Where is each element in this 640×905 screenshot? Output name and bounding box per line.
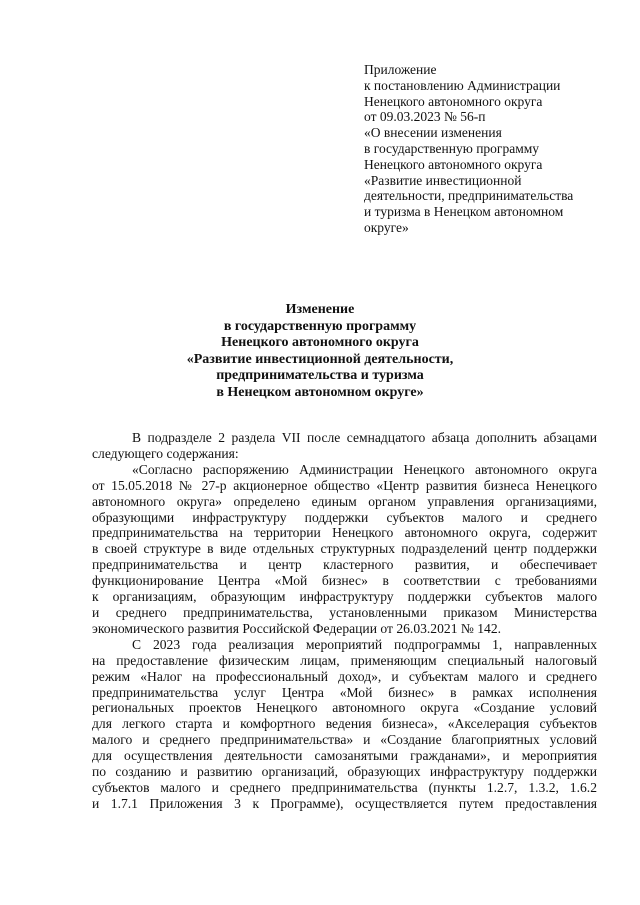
body-line: для осуществления деятельности самозанятыми гражданами», и мероприятия — [92, 748, 597, 764]
annex-line: к постановлению Администрации — [364, 77, 561, 93]
body-line: и среднего предпринимательства, установленными приказом Министерства — [92, 604, 597, 620]
body-line: В подразделе 2 раздела VII после семнадцатого абзаца дополнить абзацами — [132, 430, 597, 445]
title-line: предпринимательства и туризма — [216, 368, 424, 384]
annex-line: в государственную программу — [364, 140, 540, 156]
body-line: автономного округа» определено единым органом управления организациями, — [92, 493, 597, 509]
body-line: в своей структуре в виде отдельных структурных подразделений центр поддержки — [92, 541, 597, 557]
body-line: субъектов малого и среднего предпринимательства (пункты 1.2.7, 1.3.2, 1.6.2 — [92, 779, 597, 795]
annex-line: «Развитие инвестиционной — [364, 172, 522, 188]
annex-line: и туризма в Ненецком автономном — [364, 204, 564, 220]
body-line: режим «Налог на профессиональный доход», и субъектам малого и среднего — [92, 668, 597, 684]
body-line: предпринимательства и центр кластерного развития, и обеспечивает — [92, 557, 597, 573]
annex-line: «О внесении изменения — [364, 125, 502, 141]
annex-line: Приложение — [364, 62, 437, 77]
body-line: к организациям, образующим инфраструктуру поддержки субъектов малого — [92, 589, 597, 605]
annex-line: округе» — [364, 219, 409, 235]
body-line: предпринимательства услуг Центра «Мой бизнес» в рамках исполнения — [92, 684, 597, 700]
body-line: следующего содержания: — [92, 445, 239, 461]
title-line: Изменение — [285, 302, 355, 317]
annex-block — [364, 62, 624, 236]
title-line: «Развитие инвестиционной деятельности, — [186, 351, 454, 367]
paragraph-2023 — [92, 637, 597, 812]
body-line: региональных проектов Ненецкого автономного округа «Создание условий — [92, 700, 597, 716]
body-line: от 15.05.2018 № 27-р акционерное общество «Центр развития бизнеса Ненецкого — [92, 477, 597, 493]
title-line: в государственную программу — [223, 318, 417, 334]
annex-line: деятельности, предпринимательства — [364, 188, 574, 204]
paragraph-order — [92, 462, 597, 637]
annex-line: Ненецкого автономного округа — [364, 156, 543, 172]
body-line: и 1.7.1 Приложения 3 к Программе), осуществляется путем предоставления — [92, 795, 597, 811]
document-title — [0, 302, 640, 402]
body-line: малого и среднего предпринимательства» и «Создание благоприятных условий — [92, 732, 597, 748]
body-line: С 2023 года реализация мероприятий подпрограммы 1, направленных — [132, 636, 597, 652]
body-line: «Согласно распоряжению Администрации Ненецкого автономного округа — [132, 461, 597, 477]
body-line: экономического развития Российской Федерации от 26.03.2021 № 142. — [92, 620, 502, 636]
body-line: на предоставление физическим лицам, применяющим специальный налоговый — [92, 652, 597, 668]
paragraph-intro — [92, 430, 597, 462]
title-line: Ненецкого автономного округа — [221, 335, 419, 351]
annex-line: от 09.03.2023 № 56-п — [364, 109, 486, 125]
annex-line: Ненецкого автономного округа — [364, 93, 543, 109]
body-line: образующими инфраструктуру поддержки субъектов малого и среднего — [92, 509, 597, 525]
body-line: функционирование Центра «Мой бизнес» в соответствии с требованиями — [92, 573, 597, 589]
body-line: предпринимательства на территории Ненецкого автономного округа, содержит — [92, 525, 597, 541]
title-line: в Ненецком автономном округе» — [216, 384, 424, 400]
document-body — [92, 430, 597, 812]
body-line: для легкого старта и комфортного ведения бизнеса», «Акселерация субъектов — [92, 716, 597, 732]
body-line: по созданию и развитию организаций, образующих инфраструктуру поддержки — [92, 764, 597, 780]
